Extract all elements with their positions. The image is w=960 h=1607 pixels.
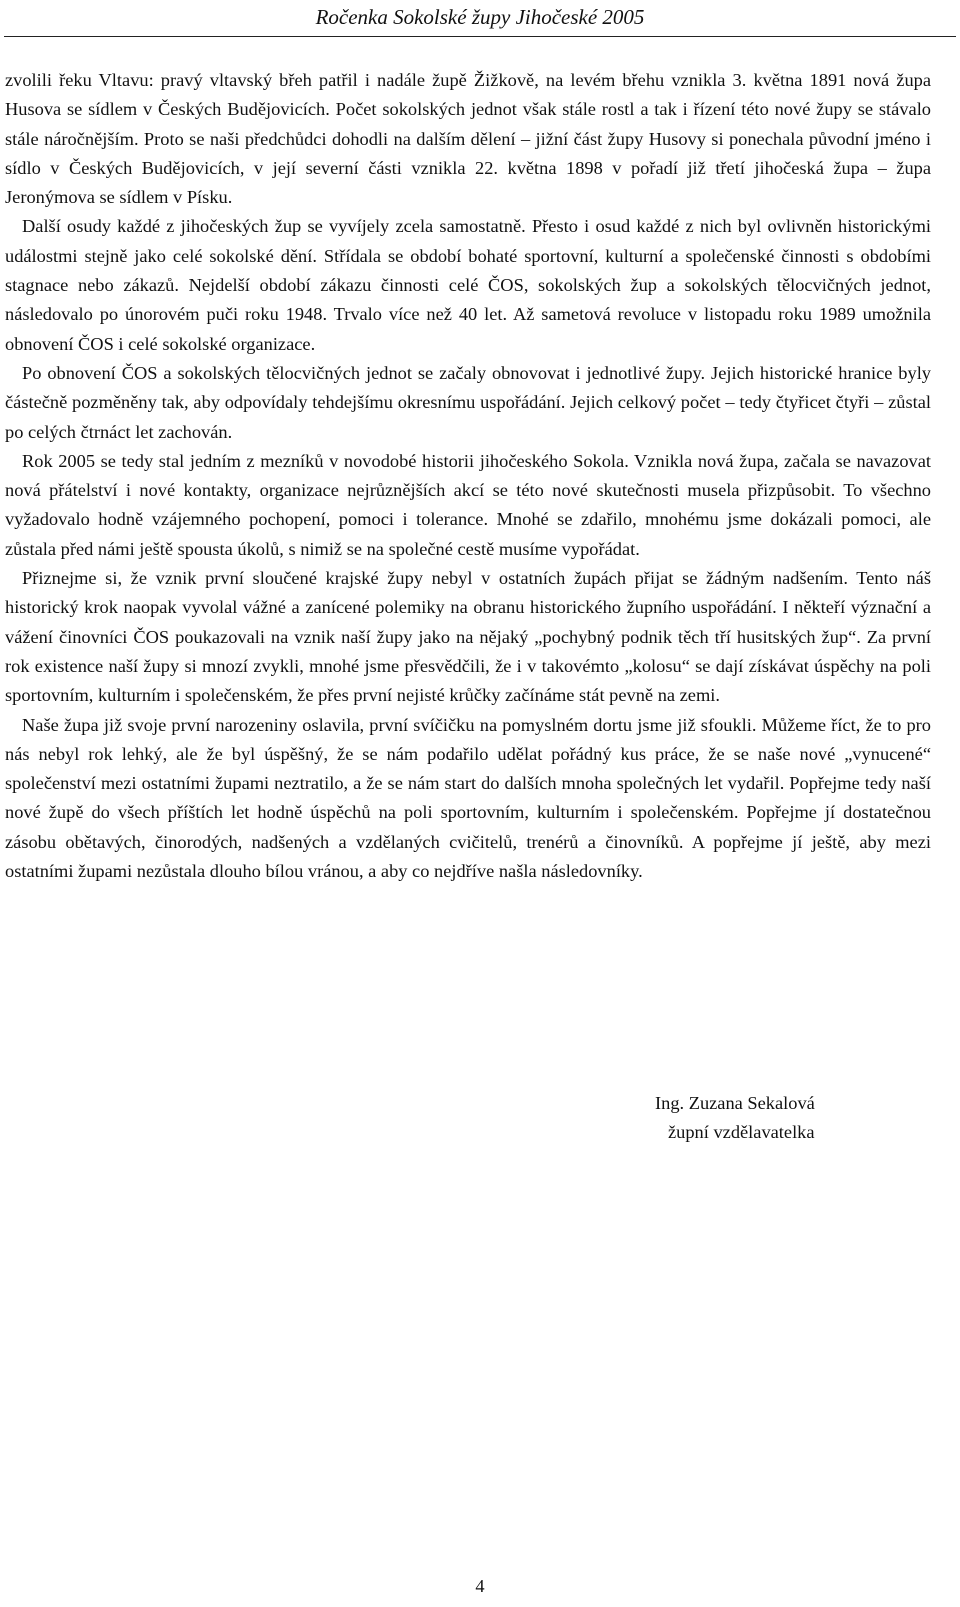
running-header: Ročenka Sokolské župy Jihočeské 2005 bbox=[315, 5, 645, 29]
header-divider bbox=[4, 36, 956, 37]
paragraph: Další osudy každé z jihočeských žup se vyvíjely zcela samostatně. Přesto i osud každé z nich byl ovlivněn historickými událostmi stejně jako celé sokolské dění. Střídala se období bohaté sportovní, kulturní a společenské činnosti s obdobími stagnace nebo zákazů. Nejdelší období zákazu činnosti celé ČOS, sokolských žup a sokolských tělocvičných jednot, následovalo po únorovém puči roku 1948. Trvalo více než 40 let. Až sametová revoluce v listopadu roku 1989 umožnila obnovení ČOS i celé sokolské organizace. bbox=[5, 216, 931, 354]
signature-block bbox=[640, 1089, 880, 1148]
paragraph: Rok 2005 se tedy stal jedním z mezníků v novodobé historii jihočeského Sokola. Vznikla nová župa, začala se navazovat nová přátelství i nové kontakty, organizace nejrůznějších akcí se této nové skutečnosti musela přizpůsobit. To všechno vyžadovalo hodně vzájemného pochopení, pomoci i tolerance. Mnohé se zdařilo, mnohému jsme dokázali pomoci, ale zůstala před námi ještě spousta úkolů, s nimiž se na společné cestě musíme vypořádat. bbox=[5, 450, 931, 559]
paragraph-continued: zvolili řeku Vltavu: pravý vltavský břeh patřil i nadále župě Žižkově, na levém břehu vznikla 3. května 1891 nová župa Husova se sídlem v Českých Budějovicích. Počet sokolských jednot však stále rostl a tak i řízení této nové župy se stávalo stále náročnějším. Proto se naši předchůdci dohodli na dalším dělení – jižní část župy Husovy si ponechala původní jméno i sídlo v Českých Budějovicích, v její severní části vznikla 22. května 1898 v pořadí již třetí jihočeská župa – župa Jeronýmova se sídlem v Písku. bbox=[5, 70, 931, 208]
author-role: župní vzdělavatelka bbox=[668, 1122, 815, 1143]
paragraph: Naše župa již svoje první narozeniny oslavila, první svíčičku na pomyslném dortu jsme již sfoukli. Můžeme říct, že to pro nás nebyl rok lehký, ale že byl úspěšný, že se nám podařilo udělat pořádný kus práce, že se naše nové „vynucené“ společenství mezi ostatními župami neztratilo, a že se nám start do dalších mnoha společných let vydařil. Popřejme tedy naší nové župě do všech příštích let hodně úspěchů na poli sportovním, kulturním i společenském. Popřejme jí dostatečnou zásobu obětavých, činorodých, nadšených a vzdělaných cvičitelů, trenérů a činovníků. A popřejme jí ještě, aby mezi ostatními župami nezůstala dlouho bílou vránou, a aby co nejdříve našla následovníky. bbox=[5, 714, 931, 882]
paragraph: Po obnovení ČOS a sokolských tělocvičných jednot se začaly obnovovat i jednotlivé župy. Jejich historické hranice byly částečně pozměněny tak, aby odpovídaly tehdejšímu okresnímu uspořádání. Jejich celkový počet – tedy čtyřicet čtyři – zůstal po celých čtrnáct let zachován. bbox=[5, 362, 931, 442]
article-body bbox=[5, 66, 931, 886]
paragraph: Přiznejme si, že vznik první sloučené krajské župy nebyl v ostatních župách přijat se žádným nadšením. Tento náš historický krok naopak vyvolal vážné a zanícené polemiky na obranu historického župního uspořádání. I někteří význační a vážení činovníci ČOS poukazovali na vznik naší župy jako na nějaký „pochybný podnik těch tří husitských žup“. Za první rok existence naší župy si mnozí zvykli, mnohé jsme přesvědčili, že i v takovémto „kolosu“ se dají získávat úspěchy na poli sportovním, kulturním i společenském, že přes první nejisté krůčky začínáme stát pevně na zemi. bbox=[5, 568, 931, 706]
page-number: 4 bbox=[475, 1576, 485, 1596]
author-name: Ing. Zuzana Sekalová bbox=[655, 1093, 815, 1113]
